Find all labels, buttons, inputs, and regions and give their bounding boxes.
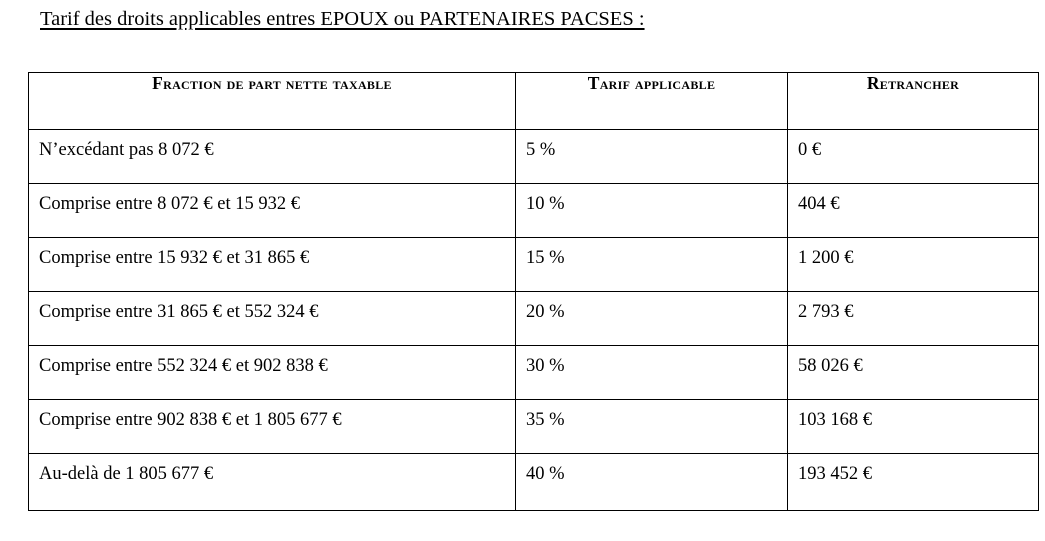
- table-row: [29, 130, 1039, 184]
- cell-fraction: [29, 454, 516, 511]
- page-title: Tarif des droits applicables entres EPOUX ou PARTENAIRES PACSES :: [40, 8, 645, 30]
- cell-text: 5 %: [526, 140, 556, 160]
- cell-text: 193 452 €: [798, 464, 872, 484]
- cell-fraction: [29, 238, 516, 292]
- cell-tarif: [516, 292, 788, 346]
- table-row: [29, 454, 1039, 511]
- cell-text: 15 %: [526, 248, 565, 268]
- table-body: [29, 130, 1039, 511]
- table-row: [29, 238, 1039, 292]
- cell-text: 40 %: [526, 464, 565, 484]
- column-header-fraction: [29, 73, 516, 130]
- cell-text: 1 200 €: [798, 248, 854, 268]
- tarif-table: [28, 72, 1039, 511]
- cell-fraction: [29, 184, 516, 238]
- table-row: [29, 400, 1039, 454]
- table-row: [29, 292, 1039, 346]
- table-row: [29, 346, 1039, 400]
- column-header-label: Retrancher: [866, 73, 960, 93]
- table-header-row: [29, 73, 1039, 130]
- cell-fraction: [29, 130, 516, 184]
- cell-retrancher: [788, 130, 1039, 184]
- cell-retrancher: [788, 400, 1039, 454]
- cell-tarif: [516, 238, 788, 292]
- cell-text: Comprise entre 552 324 € et 902 838 €: [39, 356, 328, 376]
- cell-text: 20 %: [526, 302, 565, 322]
- cell-text: 30 %: [526, 356, 565, 376]
- cell-text: 404 €: [798, 194, 840, 214]
- column-header-label: Tarif applicable: [587, 73, 716, 93]
- cell-tarif: [516, 400, 788, 454]
- table-header: [29, 73, 1039, 130]
- cell-text: Comprise entre 8 072 € et 15 932 €: [39, 194, 301, 214]
- column-header-retrancher: [788, 73, 1039, 130]
- cell-text: Au-delà de 1 805 677 €: [39, 464, 214, 484]
- column-header-label: Fraction de part nette taxable: [152, 73, 392, 93]
- cell-text: 103 168 €: [798, 410, 872, 430]
- cell-retrancher: [788, 346, 1039, 400]
- cell-text: 0 €: [798, 140, 822, 160]
- cell-text: 35 %: [526, 410, 565, 430]
- table-row: [29, 184, 1039, 238]
- cell-retrancher: [788, 184, 1039, 238]
- cell-tarif: [516, 184, 788, 238]
- cell-fraction: [29, 400, 516, 454]
- cell-text: 10 %: [526, 194, 565, 214]
- cell-tarif: [516, 130, 788, 184]
- cell-text: Comprise entre 31 865 € et 552 324 €: [39, 302, 319, 322]
- cell-text: 2 793 €: [798, 302, 854, 322]
- cell-fraction: [29, 346, 516, 400]
- cell-fraction: [29, 292, 516, 346]
- cell-tarif: [516, 346, 788, 400]
- cell-text: Comprise entre 15 932 € et 31 865 €: [39, 248, 310, 268]
- cell-retrancher: [788, 292, 1039, 346]
- cell-retrancher: [788, 454, 1039, 511]
- cell-text: N’excédant pas 8 072 €: [39, 140, 214, 160]
- cell-tarif: [516, 454, 788, 511]
- cell-retrancher: [788, 238, 1039, 292]
- cell-text: 58 026 €: [798, 356, 863, 376]
- cell-text: Comprise entre 902 838 € et 1 805 677 €: [39, 410, 342, 430]
- column-header-tarif: [516, 73, 788, 130]
